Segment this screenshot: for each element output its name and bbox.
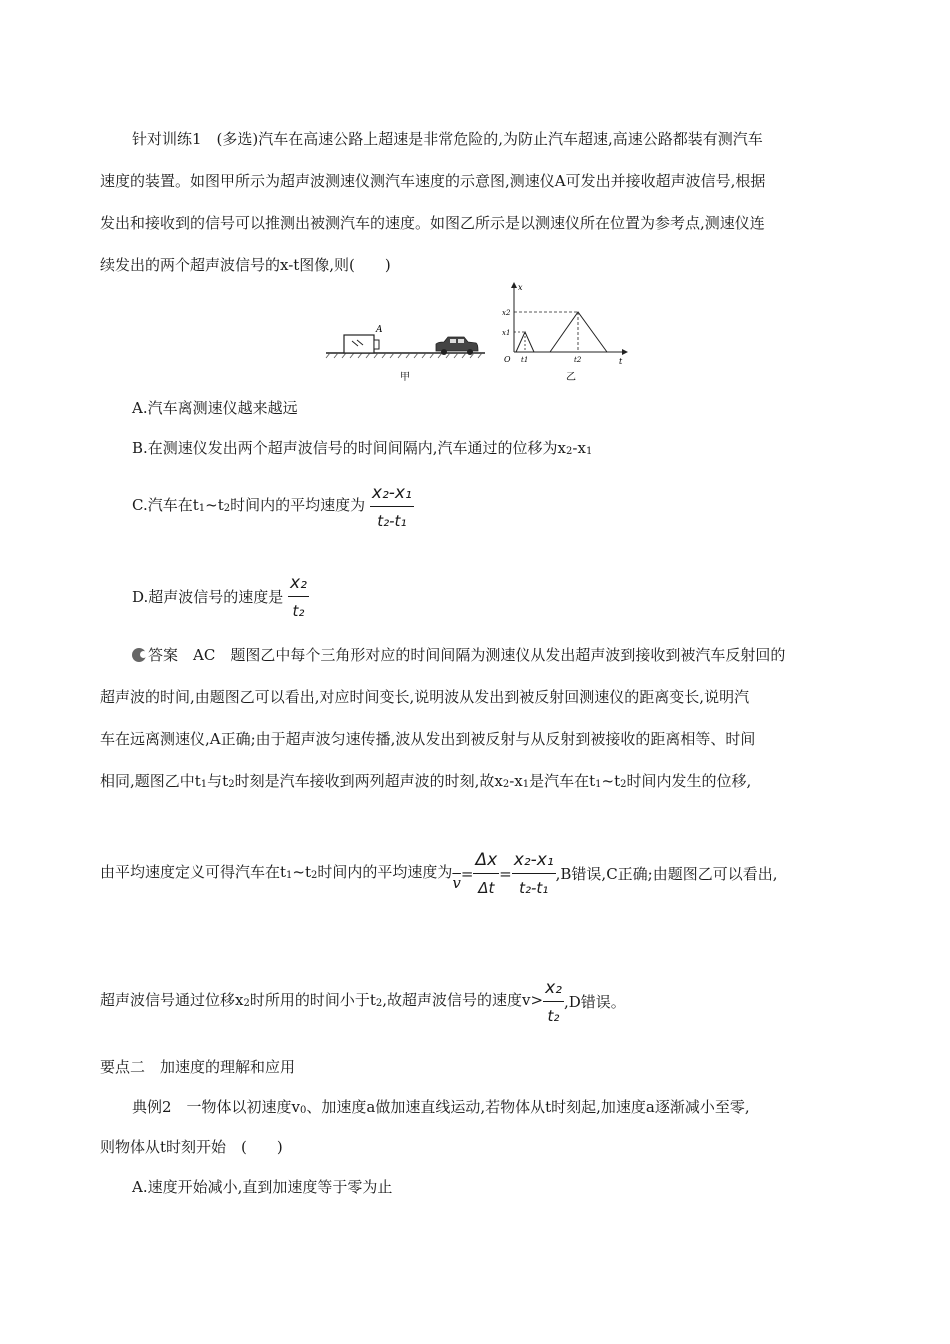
axis-label-t: t (619, 357, 623, 366)
answer-icon (132, 648, 146, 662)
answer-line-5: 由平均速度定义可得汽车在t1~t2时间内的平均速度为$\overline{v}=$ $\frac{\Delta x}{\Delta t}$ = $\frac{\text{x₂-x₁}}{\text{t₂-t₁}}$ ,B错误,C正确;由题图乙可以看出, (100, 850, 778, 897)
origin-label: O (504, 355, 511, 364)
speed-meter-device (344, 335, 379, 353)
problem-line-2: 速度的装置。如图甲所示为超声波测速仪测汽车速度的示意图,测速仪A可发出并接收超声波信号,根据 (100, 172, 766, 190)
answer-line-2: 超声波的时间,由题图乙可以看出,对应时间变长,说明波从发出到被反射回测速仪的距离变长,说明汽 (100, 688, 750, 706)
fraction-delta: $\frac{\Delta x}{\Delta t}$ (475, 850, 498, 897)
car-icon (436, 337, 478, 355)
answer-line-3: 车在远离测速仪,A正确;由于超声波匀速传播,波从发出到被反射与从反射到被接收的距离相等、时间 (100, 730, 756, 748)
fraction-avg-velocity-answer: $\frac{\text{x₂-x₁}}{\text{t₂-t₁}}$ (513, 850, 554, 897)
answer-line-1: 答案 AC 题图乙中每个三角形对应的时间间隔为测速仪从发出超声波到接收到被汽车反射回的 (132, 644, 785, 666)
option-b: B.在测速仪发出两个超声波信号的时间间隔内,汽车通过的位移为x2-x1 (132, 439, 593, 457)
answer-value: AC (193, 646, 216, 664)
tick-label-t2: t2 (574, 356, 582, 364)
example-line-2: 则物体从t时刻开始 ( ) (100, 1138, 283, 1156)
velocity-bar-symbol: $\overline{v}$ (452, 874, 461, 892)
tick-label-x2: x2 (502, 309, 511, 317)
problem-line-4: 续发出的两个超声波信号的x-t图像,则( ) (100, 256, 391, 274)
option-a: A.汽车离测速仪越来越远 (132, 399, 298, 417)
option-d: D.超声波信号的速度是 $\frac{\text{x₂}}{\text{t₂}}$ (132, 573, 307, 620)
answer-line-4: 相同,题图乙中t1与t2时刻是汽车接收到两列超声波的时刻,故x2-x1是汽车在t1~t2时间内发生的位移, (100, 772, 752, 790)
example-line-1: 典例2 一物体以初速度v0、加速度a做加速直线运动,若物体从t时刻起,加速度a逐渐减小至零, (132, 1098, 750, 1116)
option-c: C.汽车在t1~t2时间内的平均速度为 $\frac{\text{x₂-x₁}}{\text{t₂-t₁}}$ (132, 483, 412, 530)
tick-label-t1: t1 (521, 356, 529, 364)
fraction-avg-velocity: $\frac{\text{x₂-x₁}}{\text{t₂-t₁}}$ (371, 483, 412, 530)
caption-jia: 甲 (400, 372, 410, 383)
example-option-a: A.速度开始减小,直到加速度等于零为止 (132, 1178, 393, 1196)
problem-line-3: 发出和接收到的信号可以推测出被测汽车的速度。如图乙所示是以测速仪所在位置为参考点,测速仪连 (100, 214, 765, 232)
caption-yi: 乙 (566, 372, 576, 383)
answer-line-6: 超声波信号通过位移x2时所用的时间小于t2,故超声波信号的速度v> $\frac{\text{x₂}}{\text{t₂}}$ ,D错误。 (100, 978, 626, 1025)
section-heading: 要点二 加速度的理解和应用 (100, 1058, 296, 1076)
answer-label: 答案 (148, 646, 179, 664)
problem-line-1: 针对训练1 (多选)汽车在高速公路上超速是非常危险的,为防止汽车超速,高速公路都装有测汽车 (132, 130, 763, 148)
axis-label-x: x (518, 283, 523, 292)
tick-label-x1: x1 (502, 329, 511, 337)
fraction-wave-speed-answer: $\frac{\text{x₂}}{\text{t₂}}$ (545, 978, 562, 1025)
device-label-a: A (376, 325, 383, 335)
fraction-wave-speed: $\frac{\text{x₂}}{\text{t₂}}$ (290, 573, 307, 620)
figure-diagram (320, 280, 640, 385)
